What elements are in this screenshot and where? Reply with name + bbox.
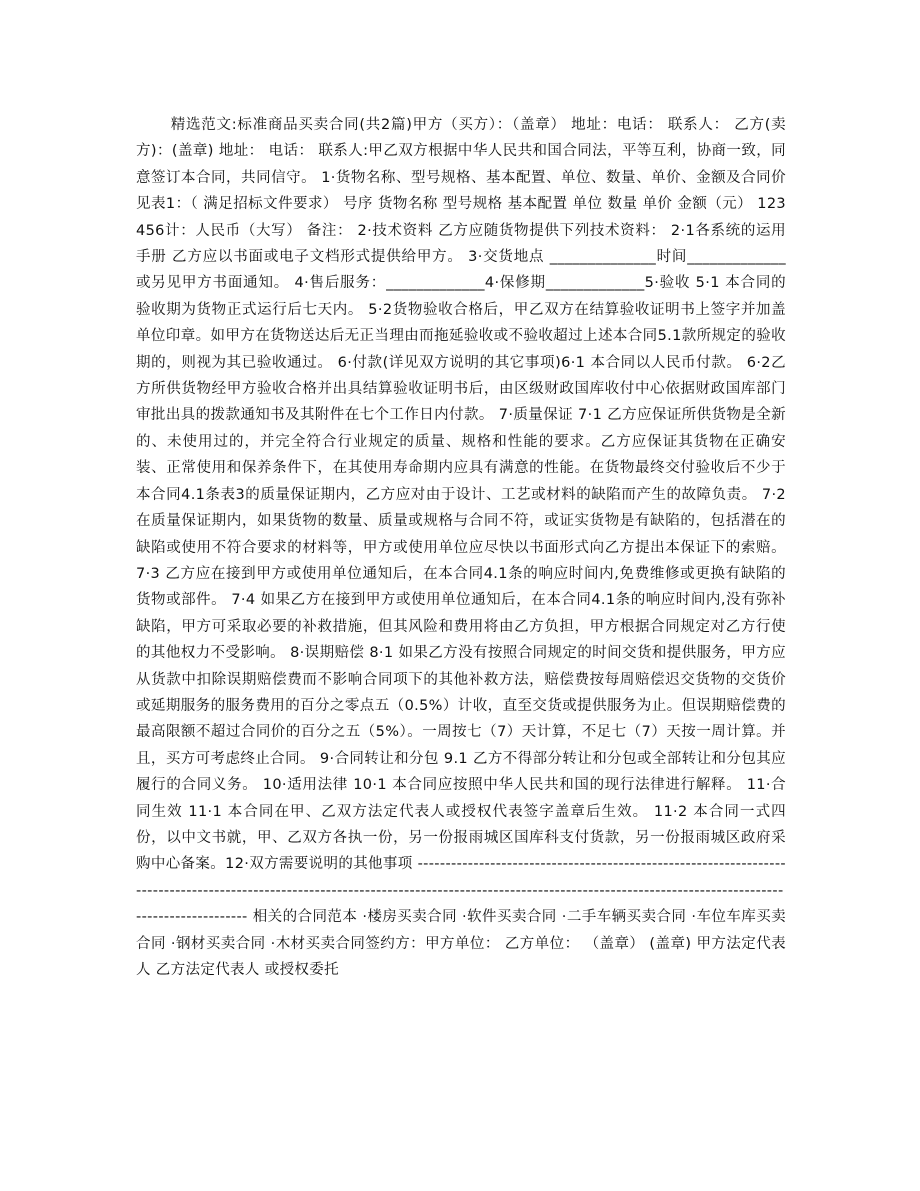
contract-body-text: 精选范文:标准商品买卖合同(共2篇)甲方（买方）：（盖章） 地址：电话： 联系人： 乙方(卖方)：(盖章) 地址： 电话： 联系人:甲乙双方根据中华人民共和国合同法，平等互利，协商一致，同意签订本合同，共同信守。 1·货物名称、型号规格、基本配置、单位、数量、单价、金额及合同价见表1：（ 满足招标文件要求） 号序 货物名称 型号规格 基本配置 单位 数量 单价 金额（元） 123456计：人民币（大写） 备注： 2·技术资料 乙方应随货物提供下列技术资料： 2·1各系统的运用手册 乙方应以书面或电子文档形式提供给甲方。 3·交货地点 ______________时间_____________ 或另见甲方书面通知。 4·售后服务：_____________4·保修期_____________5·验收 5·1 本合同的验收期为货物正式运行后七天内。 5·2货物验收合格后，甲乙双方在结算验收证明书上签字并加盖单位印章。如甲方在货物送达后无正当理由而拖延验收或不验收超过上述本合同5.1款所规定的验收期的，则视为其已验收通过。 6·付款(详见双方说明的其它事项)6·1 本合同以人民币付款。 6·2乙方所供货物经甲方验收合格并出具结算验收证明书后，由区级财政国库收付中心依据财政国库部门审批出具的拨款通知书及其附件在七个工作日内付款。 7·质量保证 7·1 乙方应保证所供货物是全新的、未使用过的，并完全符合行业规定的质量、规格和性能的要求。乙方应保证其货物在正确安装、正常使用和保养条件下，在其使用寿命期内应具有满意的性能。在货物最终交付验收后不少于本合同4.1条表3的质量保证期内，乙方应对由于设计、工艺或材料的缺陷而产生的故障负责。 7·2 在质量保证期内，如果货物的数量、质量或规格与合同不符，或证实货物是有缺陷的，包括潜在的缺陷或使用不符合要求的材料等，甲方或使用单位应尽快以书面形式向乙方提出本保证下的索赔。 7·3 乙方应在接到甲方或使用单位通知后，在本合同4.1条的响应时间内,免费维修或更换有缺陷的货物或部件。 7·4 如果乙方在接到甲方或使用单位通知后，在本合同4.1条的响应时间内,没有弥补缺陷，甲方可采取必要的补救措施，但其风险和费用将由乙方负担，甲方根据合同规定对乙方行使的其他权力不受影响。 8·误期赔偿 8·1 如果乙方没有按照合同规定的时间交货和提供服务，甲方应从货款中扣除误期赔偿费而不影响合同项下的其他补救方法，赔偿费按每周赔偿迟交货物的交货价或延期服务的服务费用的百分之零点五（0.5%）计收，直至交货或提供服务为止。但误期赔偿费的最高限额不超过合同价的百分之五（5%）。一周按七（7）天计算，不足七（7）天按一周计算。并且，买方可考虑终止合同。 9·合同转让和分包 9.1 乙方不得部分转让和分包或全部转让和分包其应履行的合同义务。 10·适用法律 10·1 本合同应按照中华人民共和国的现行法律进行解释。 11·合同生效 11·1 本合同在甲、乙双方法定代表人或授权代表签字盖章后生效。 11·2 本合同一式四份，以中文书就，甲、乙双方各执一份，另一份报雨城区国库科支付货款，另一份报雨城区政府采购中心备案。12·双方需要说明的其他事项 ---------------------------------------------------------------------------------------------------------------------------------------------------------------------------------------------------------- 相关的合同范本 ·楼房买卖合同 ·软件买卖合同 ·二手车辆买卖合同 ·车位车库买卖合同 ·钢材买卖合同 ·木材买卖合同签约方：甲方单位： 乙方单位： （盖章） (盖章) 甲方法定代表人 乙方法定代表人 或授权委托 <box>136 117 786 978</box>
